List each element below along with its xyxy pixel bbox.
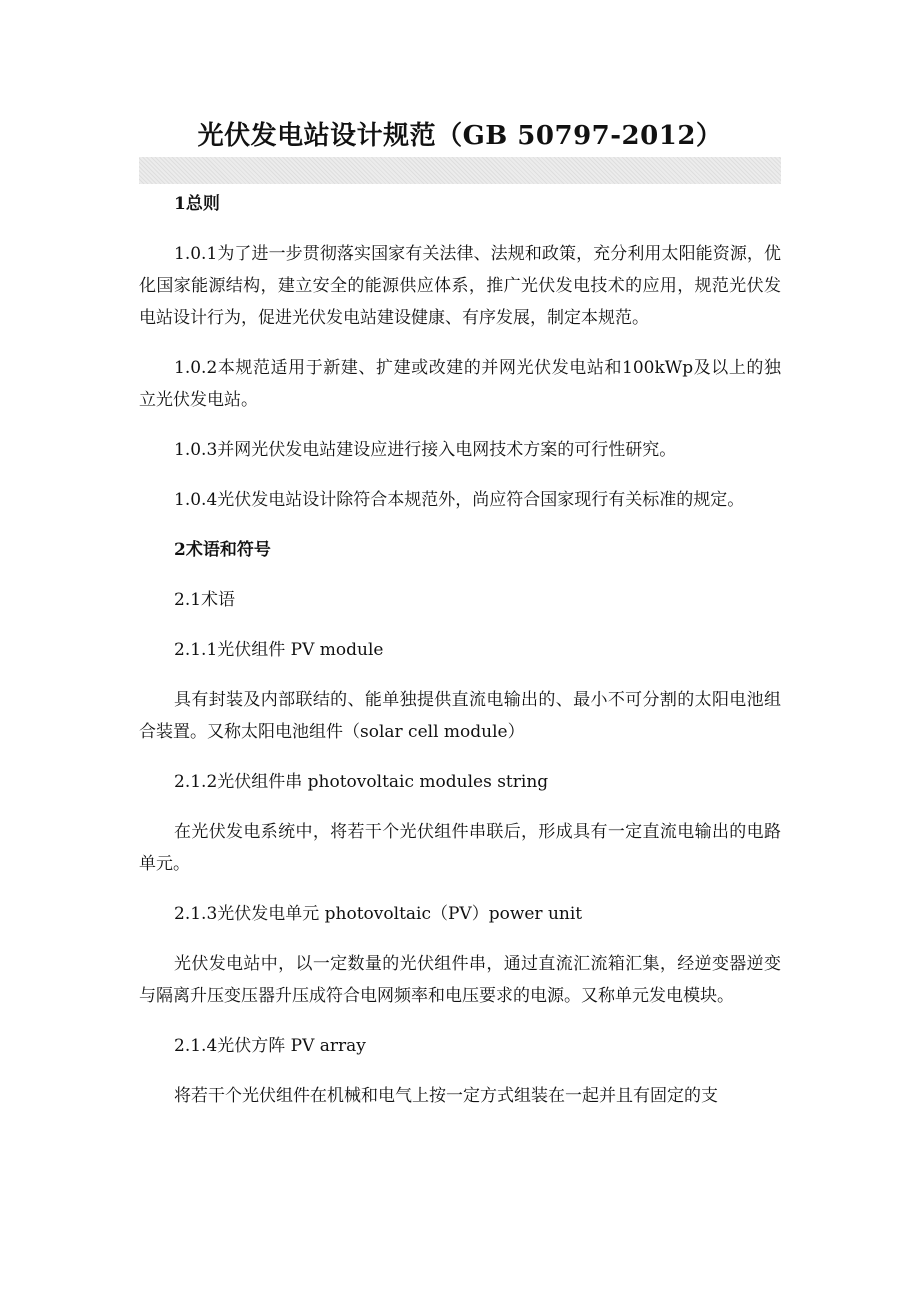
definition-2-1-4: 将若干个光伏组件在机械和电气上按一定方式组装在一起并且有固定的支: [174, 1086, 718, 1106]
term-2-1-4: 2.1.4光伏方阵 PV array: [174, 1036, 366, 1056]
clause-1-0-1: 1.0.1为了进一步贯彻落实国家有关法律、法规和政策，充分利用太阳能资源，优化国家能源结构，建立安全的能源供应体系，推广光伏发电技术的应用，规范光伏发电站设计行为，促进光伏发电站建设健康、有序发展，制定本规范。: [139, 244, 781, 328]
term-2-1-2: 2.1.2光伏组件串 photovoltaic modules string: [174, 772, 549, 792]
title-divider-band: [139, 157, 781, 184]
document-title: 光伏发电站设计规范（GB 50797-2012）: [197, 121, 723, 151]
section-heading-1: 1总则: [174, 194, 220, 214]
term-2-1-3: 2.1.3光伏发电单元 photovoltaic（PV）power unit: [174, 904, 583, 924]
clause-1-0-4: 1.0.4光伏发电站设计除符合本规范外，尚应符合国家现行有关标准的规定。: [174, 490, 745, 510]
definition-2-1-3: 光伏发电站中，以一定数量的光伏组件串，通过直流汇流箱汇集，经逆变器逆变与隔离升压变压器升压成符合电网频率和电压要求的电源。又称单元发电模块。: [139, 954, 781, 1006]
clause-1-0-2: 1.0.2本规范适用于新建、扩建或改建的并网光伏发电站和100kWp及以上的独立光伏发电站。: [139, 358, 781, 410]
definition-2-1-2: 在光伏发电系统中，将若干个光伏组件串联后，形成具有一定直流电输出的电路单元。: [139, 822, 781, 874]
subsection-2-1: 2.1术语: [174, 590, 236, 610]
section-heading-2: 2术语和符号: [174, 540, 271, 560]
clause-1-0-3: 1.0.3并网光伏发电站建设应进行接入电网技术方案的可行性研究。: [174, 440, 677, 460]
definition-2-1-1: 具有封装及内部联结的、能单独提供直流电输出的、最小不可分割的太阳电池组合装置。又称太阳电池组件（solar cell module）: [139, 690, 781, 742]
document-body: [139, 188, 781, 1112]
term-2-1-1: 2.1.1光伏组件 PV module: [174, 640, 384, 660]
